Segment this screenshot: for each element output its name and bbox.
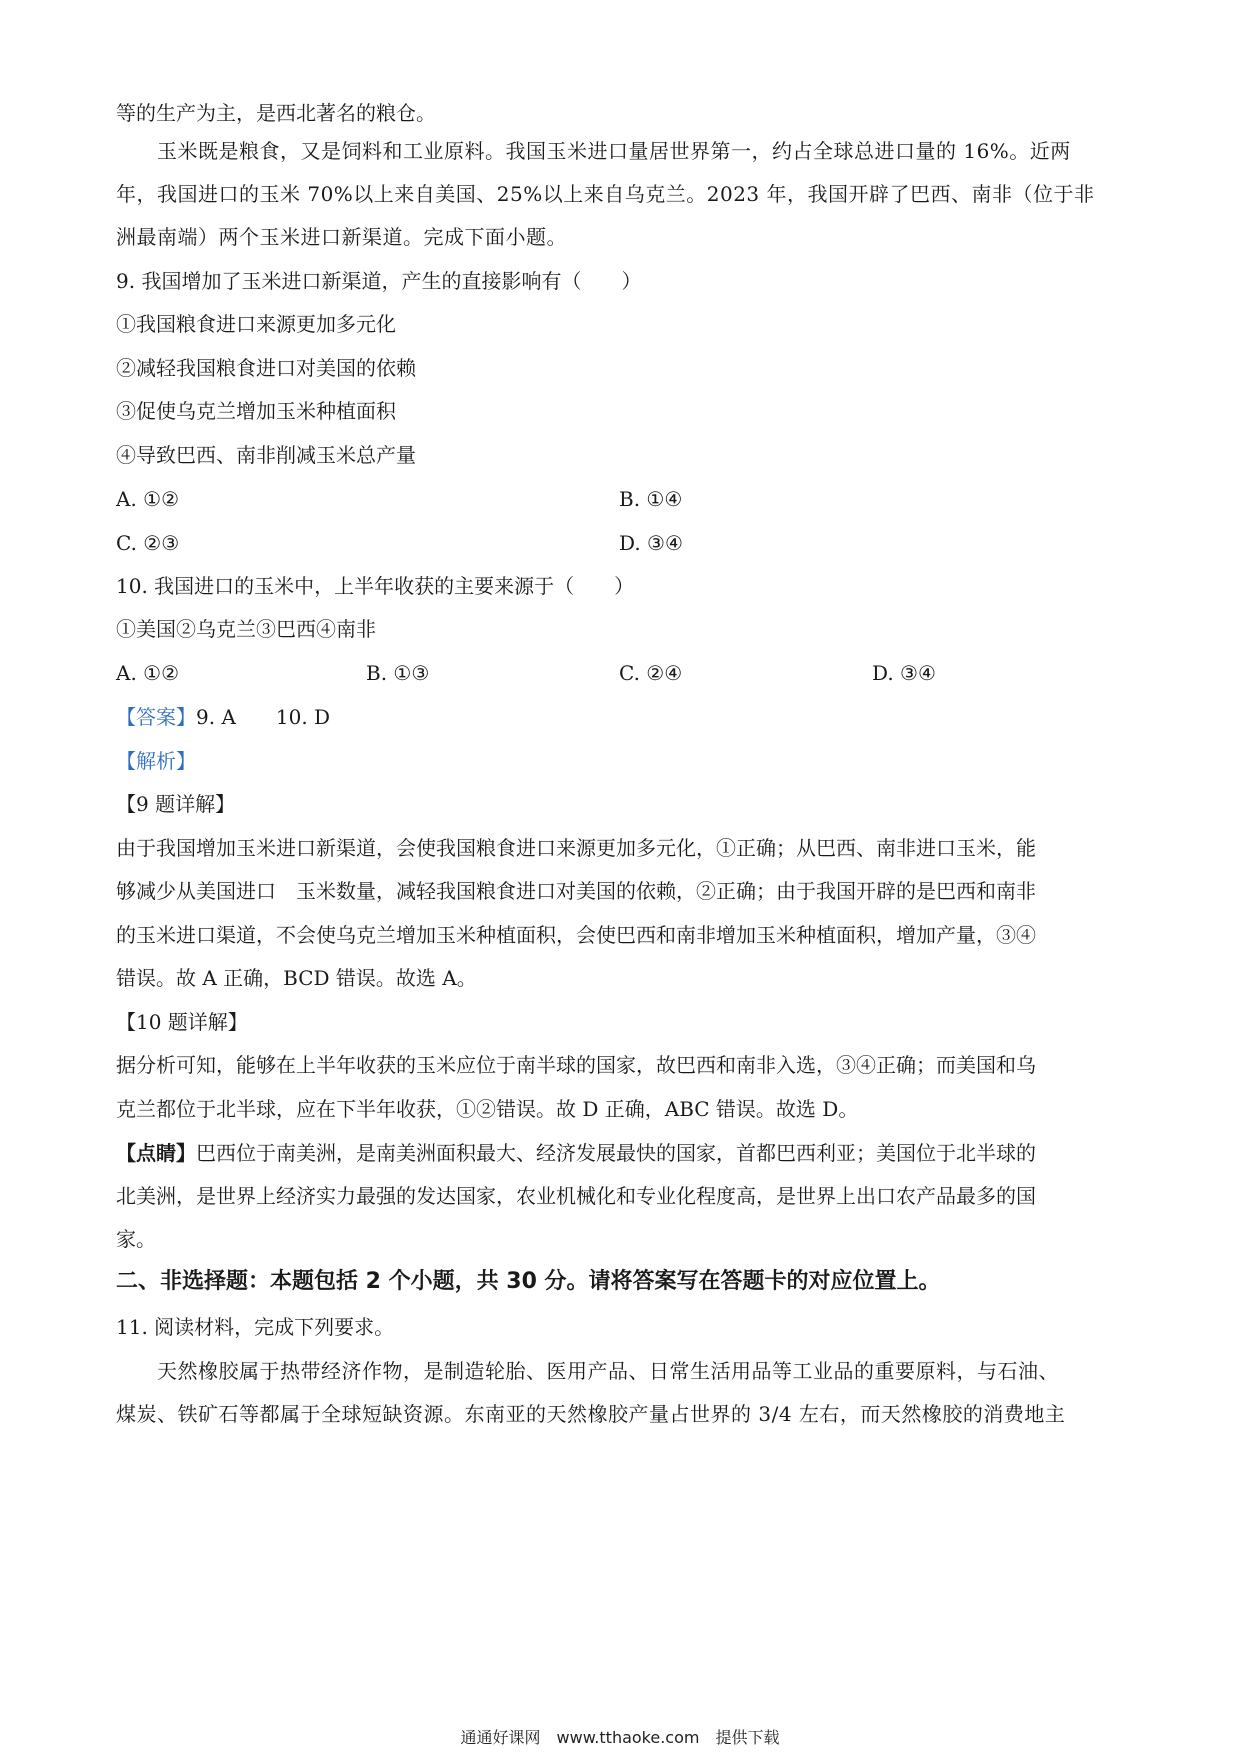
material-11-line-2: 煤炭、铁矿石等都属于全球短缺资源。东南亚的天然橡胶产量占世界的 3/4 左右，而天然橡胶的消费地主: [116, 1402, 1066, 1426]
q9-detail-line-1: 由于我国增加玉米进口新渠道，会使我国粮食进口来源更加多元化，①正确；从巴西、南非进口玉米，能: [116, 836, 1036, 860]
analysis-label: 【解析】: [116, 749, 196, 773]
q9-detail-line-4: 错误。故 A 正确，BCD 错误。故选 A。: [116, 966, 477, 990]
tip-text: 巴西位于南美洲，是南美洲面积最大、经济发展最快的国家，首都巴西利亚；美国位于北半球的: [196, 1141, 1036, 1165]
answer-text: 9. A 10. D: [196, 705, 331, 729]
question-10-option-d: D. ③④: [872, 661, 936, 685]
q9-detail-line-2: 够减少从美国进口 玉米数量，减轻我国粮食进口对美国的依赖，②正确；由于我国开辟的是巴西和南非: [116, 879, 1036, 903]
q10-detail-title: 【10 题详解】: [116, 1010, 248, 1034]
question-10-statements: ①美国②乌克兰③巴西④南非: [116, 617, 376, 641]
material-11-line-1: 天然橡胶属于热带经济作物，是制造轮胎、医用产品、日常生活用品等工业品的重要原料，与石油、: [157, 1359, 1059, 1383]
question-9-option-a: A. ①②: [116, 487, 180, 511]
question-9-statement-2: ②减轻我国粮食进口对美国的依赖: [116, 356, 416, 380]
question-9-stem: 9. 我国增加了玉米进口新渠道，产生的直接影响有（ ）: [116, 269, 642, 293]
q9-detail-title: 【9 题详解】: [116, 792, 236, 816]
question-10-option-a: A. ①②: [116, 661, 180, 685]
question-9-option-d: D. ③④: [619, 531, 683, 555]
section-2-heading: 二、非选择题：本题包括 2 个小题，共 30 分。请将答案写在答题卡的对应位置上。: [116, 1269, 941, 1294]
question-10-option-c: C. ②④: [619, 661, 683, 685]
question-9-statement-1: ①我国粮食进口来源更加多元化: [116, 312, 396, 336]
q10-detail-line-1: 据分析可知，能够在上半年收获的玉米应位于南半球的国家，故巴西和南非入选，③④正确；而美国和乌: [116, 1053, 1036, 1077]
tip-line-1: [116, 1139, 1126, 1167]
question-9-option-c: C. ②③: [116, 531, 180, 555]
question-11-stem: 11. 阅读材料，完成下列要求。: [116, 1315, 395, 1339]
material-line-3: 洲最南端）两个玉米进口新渠道。完成下面小题。: [116, 225, 567, 249]
tip-line-2: 北美洲，是世界上经济实力最强的发达国家，农业机械化和专业化程度高，是世界上出口农产品最多的国: [116, 1184, 1036, 1208]
intro-line: 等的生产为主，是西北著名的粮仓。: [116, 101, 436, 125]
footer-credit: 通通好课网 www.tthaoke.com 提供下载: [460, 1728, 780, 1747]
question-10-option-b: B. ①③: [366, 661, 430, 685]
material-line-2: 年，我国进口的玉米 70%以上来自美国、25%以上来自乌克兰。2023 年，我国开辟了巴西、南非（位于非: [116, 182, 1095, 206]
material-line-1: 玉米既是粮食，又是饲料和工业原料。我国玉米进口量居世界第一，约占全球总进口量的 16%。近两: [157, 139, 1071, 163]
q10-detail-line-2: 克兰都位于北半球，应在下半年收获，①②错误。故 D 正确，ABC 错误。故选 D。: [116, 1097, 859, 1121]
q9-detail-line-3: 的玉米进口渠道，不会使乌克兰增加玉米种植面积，会使巴西和南非增加玉米种植面积，增加产量，③④: [116, 923, 1036, 947]
question-9-option-b: B. ①④: [619, 487, 683, 511]
answer-label: 【答案】: [116, 705, 196, 729]
question-9-statement-3: ③促使乌克兰增加玉米种植面积: [116, 399, 396, 423]
tip-label: 【点睛】: [116, 1141, 196, 1165]
tip-line-3: 家。: [116, 1227, 156, 1251]
question-10-stem: 10. 我国进口的玉米中，上半年收获的主要来源于（ ）: [116, 574, 635, 598]
question-9-statement-4: ④导致巴西、南非削减玉米总产量: [116, 443, 416, 467]
answer-line: [116, 703, 1126, 731]
